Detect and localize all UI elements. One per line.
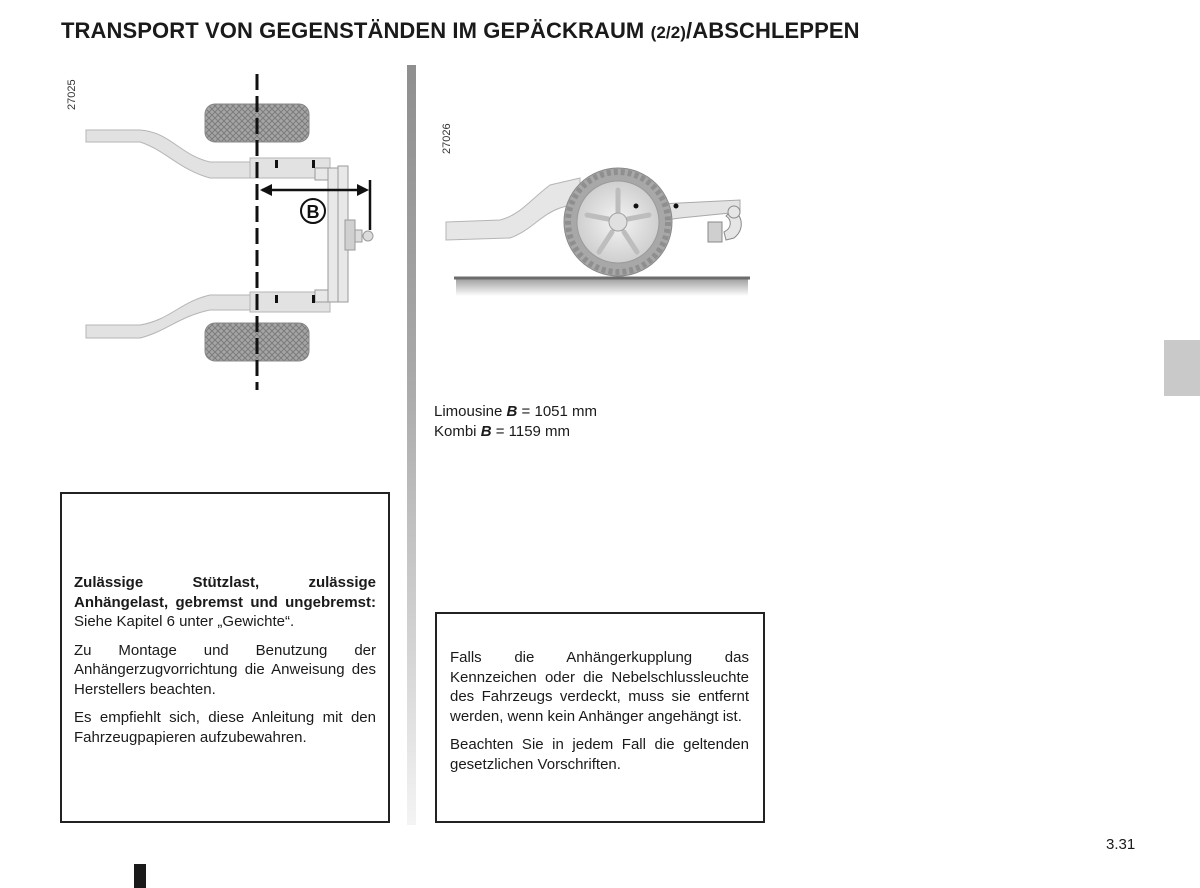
figure-number-left: 27025 (66, 79, 78, 110)
load-info-box (60, 492, 390, 823)
ground-shadow (456, 278, 748, 296)
dimension-b-label (301, 199, 325, 223)
page-number: 3.31 (1106, 836, 1136, 853)
tow-point-mark (674, 204, 679, 209)
load-info-paragraph (74, 573, 376, 632)
dimension-spec (434, 402, 597, 442)
svg-text:B: B (306, 202, 320, 222)
towbar-top-view-illustration (80, 70, 390, 400)
column-divider (407, 65, 416, 825)
rear-wheel (564, 168, 672, 276)
load-info-reference: Siehe Kapitel 6 unter „Gewichte“. (74, 613, 295, 630)
regulations-paragraph: Beachten Sie in jedem Fall die geltenden gesetzlichen Vorschriften. (450, 736, 749, 773)
towbar-side-view-illustration (440, 160, 760, 300)
title-main: TRANSPORT VON GEGENSTÄNDEN IM GEPÄCKRAUM (61, 18, 651, 43)
print-crop-mark (134, 864, 146, 888)
removal-paragraph: Falls die Anhängerkupplung das Kennzeichen oder die Nebelschlussleuchte des Fahrzeugs verdeckt, muss sie entfernt werden, wenn kein Anhänger angehängt ist. (450, 649, 749, 725)
body-sill (446, 178, 580, 240)
load-info-heading: Zulässige Stützlast, zulässige Anhängelast, gebremst und ungebremst: (74, 574, 376, 611)
figure-number-right: 27026 (441, 123, 453, 154)
bolt-marks (275, 160, 315, 303)
storage-advice-paragraph: Es empfiehlt sich, diese Anleitung mit den Fahrzeugpapieren aufzubewahren. (74, 709, 376, 746)
spec-kombi: Kombi B = 1159 mm (434, 423, 571, 440)
removal-info-box (435, 612, 765, 823)
page-title (61, 18, 860, 44)
title-page-indicator: (2/2) (650, 23, 687, 42)
spec-limousine: Limousine B = 1051 mm (434, 403, 598, 420)
title-suffix: /ABSCHLEPPEN (686, 18, 860, 43)
mounting-instructions-paragraph: Zu Montage und Benutzung der Anhängerzugvorrichtung die Anweisung des Herstellers beachten. (74, 641, 376, 698)
towbar-frame (315, 166, 373, 302)
chapter-tab (1164, 340, 1200, 396)
